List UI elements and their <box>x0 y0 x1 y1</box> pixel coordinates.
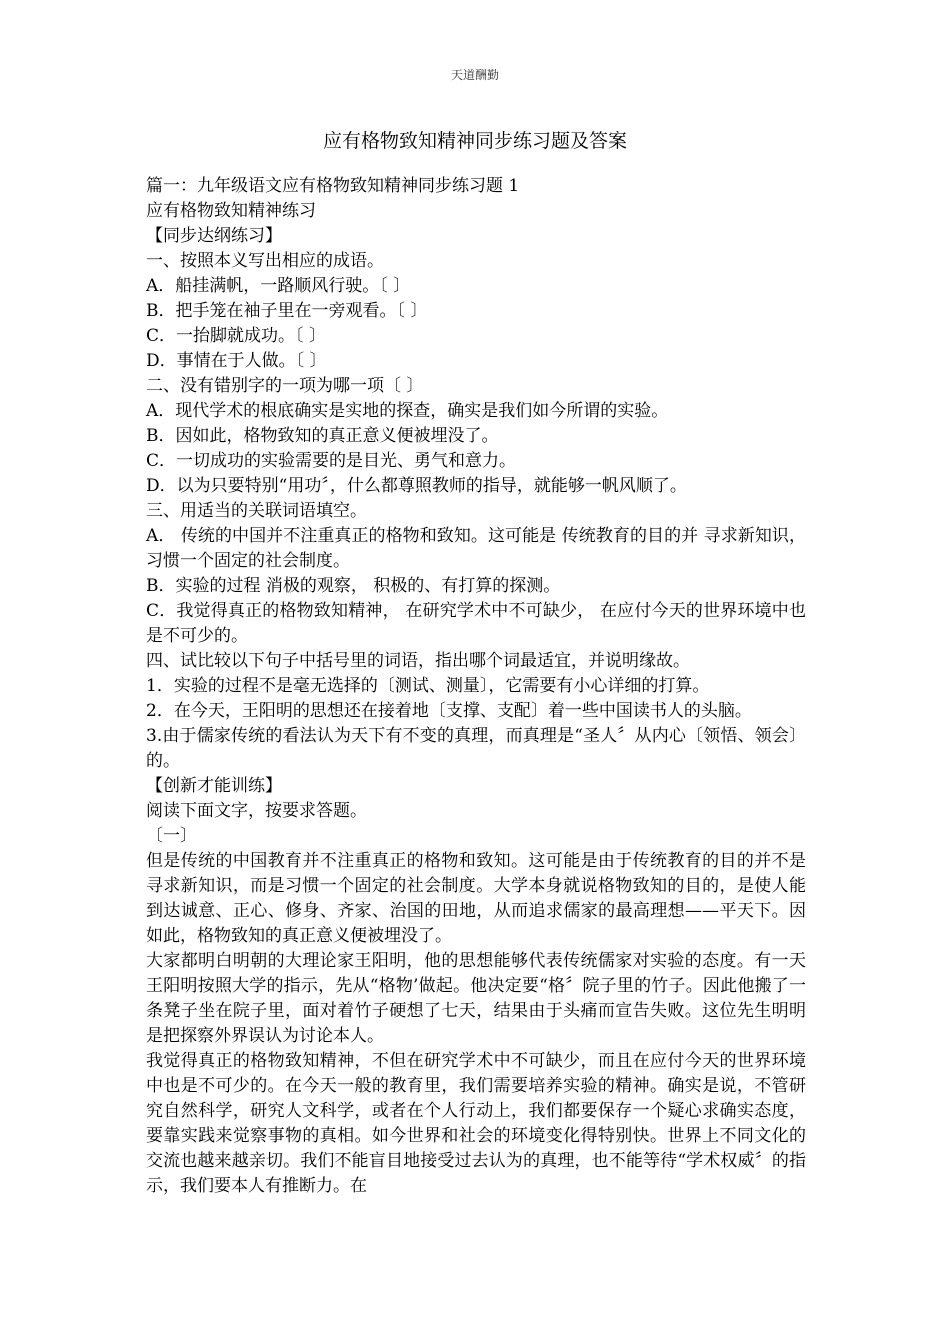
question-heading: 二、没有错别字的一项为哪一项〔 〕 <box>146 376 424 396</box>
question-option: B．实验的过程 消极的观察， 积极的、有打算的探测。 <box>146 576 561 596</box>
text-line: 篇一：九年级语文应有格物致知精神同步练习题 1 <box>146 176 520 196</box>
question-option: C．我觉得真正的格物致知精神， 在研究学术中不可缺少， 在应付今天的世界环境中也是不可少的。 <box>146 601 806 646</box>
part-label: 〔一〕 <box>146 826 197 846</box>
question-item: 2．在今天，王阳明的思想还在接着地〔支撑、支配〕着一些中国读书人的头脑。 <box>146 701 752 721</box>
question-item: 1．实验的过程不是毫无选择的〔测试、测量〕，它需要有小心详细的打算。 <box>146 676 710 696</box>
question-option: D．事情在于人做。〔 〕 <box>146 351 327 371</box>
section-heading: 【创新才能训练】 <box>146 776 282 796</box>
header-watermark-text: 天道酬勤 <box>450 68 499 82</box>
question-option: C．一抬脚就成功。〔 〕 <box>146 326 326 346</box>
reading-paragraph: 大家都明白明朝的大理论家王阳明，他的思想能够代表传统儒家对实验的态度。有一天王阳明按照大学的指示，先从“格物’做起。他决定要“格〞院子里的竹子。因此他搬了一条凳子坐在院子里，面对着竹子硬想了七天，结果由于头痛而宣告失败。这位先生明明是把探察外界误认为讨论本人。 <box>146 951 806 1046</box>
question-option: B．因如此，格物致知的真正意义便被埋没了。 <box>146 426 499 446</box>
question-option: B．把手笼在袖子里在一旁观看。〔 〕 <box>146 301 428 321</box>
section-heading: 【同步达纲练习】 <box>146 226 282 246</box>
text-line: 应有格物致知精神练习 <box>146 201 316 221</box>
document-title: 应有格物致知精神同步练习题及答案 <box>322 130 627 152</box>
question-heading: 四、试比较以下句子中括号里的词语，指出哪个词最适宜，并说明缘故。 <box>146 651 690 671</box>
question-heading: 一、按照本义写出相应的成语。 <box>146 251 384 271</box>
question-option: C．一切成功的实验需要的是目光、勇气和意力。 <box>146 451 517 471</box>
document-body <box>146 174 806 1199</box>
question-option: A． 传统的中国并不注重真正的格物和致知。这可能是 传统教育的目的并 寻求新知识， 习惯一个固定的社会制度。 <box>146 526 806 571</box>
reading-paragraph: 我觉得真正的格物致知精神，不但在研究学术中不可缺少，而且在应付今天的世界环境中也是不可少的。在今天一般的教育里，我们需要培养实验的精神。确实是说，不管研究自然科学，研究人文科学，或者在个人行动上，我们都要保存一个疑心求确实态度，要靠实践来觉察事物的真相。如今世界和社会的环境变化得特别快。世界上不同文化的交流也越来越亲切。我们不能盲目地接受过去认为的真理，也不能等待“学术权威〞的指示，我们要本人有推断力。在 <box>146 1051 806 1196</box>
question-item: 3.由于儒家传统的看法认为天下有不变的真理，而真理是“圣人〞从内心〔领悟、领会〕的。 <box>146 726 806 771</box>
question-heading: 三、用适当的关联词语填空。 <box>146 501 367 521</box>
question-option: A．船挂满帆，一路顺风行驶。〔 〕 <box>146 276 411 296</box>
instruction-line: 阅读下面文字，按要求答题。 <box>146 801 367 821</box>
reading-paragraph: 但是传统的中国教育并不注重真正的格物和致知。这可能是由于传统教育的目的并不是寻求新知识，而是习惯一个固定的社会制度。大学本身就说格物致知的目的，是使人能到达诚意、正心、修身、齐家、治国的田地，从而追求儒家的最高理想——平天下。因如此，格物致知的真正意义便被埋没了。 <box>146 851 806 946</box>
question-option: A．现代学术的根底确实是实地的探查，确实是我们如今所谓的实验。 <box>146 401 669 421</box>
question-option: D．以为只要特别“用功〞，什么都尊照教师的指导，就能够一帆风顺了。 <box>146 476 687 496</box>
